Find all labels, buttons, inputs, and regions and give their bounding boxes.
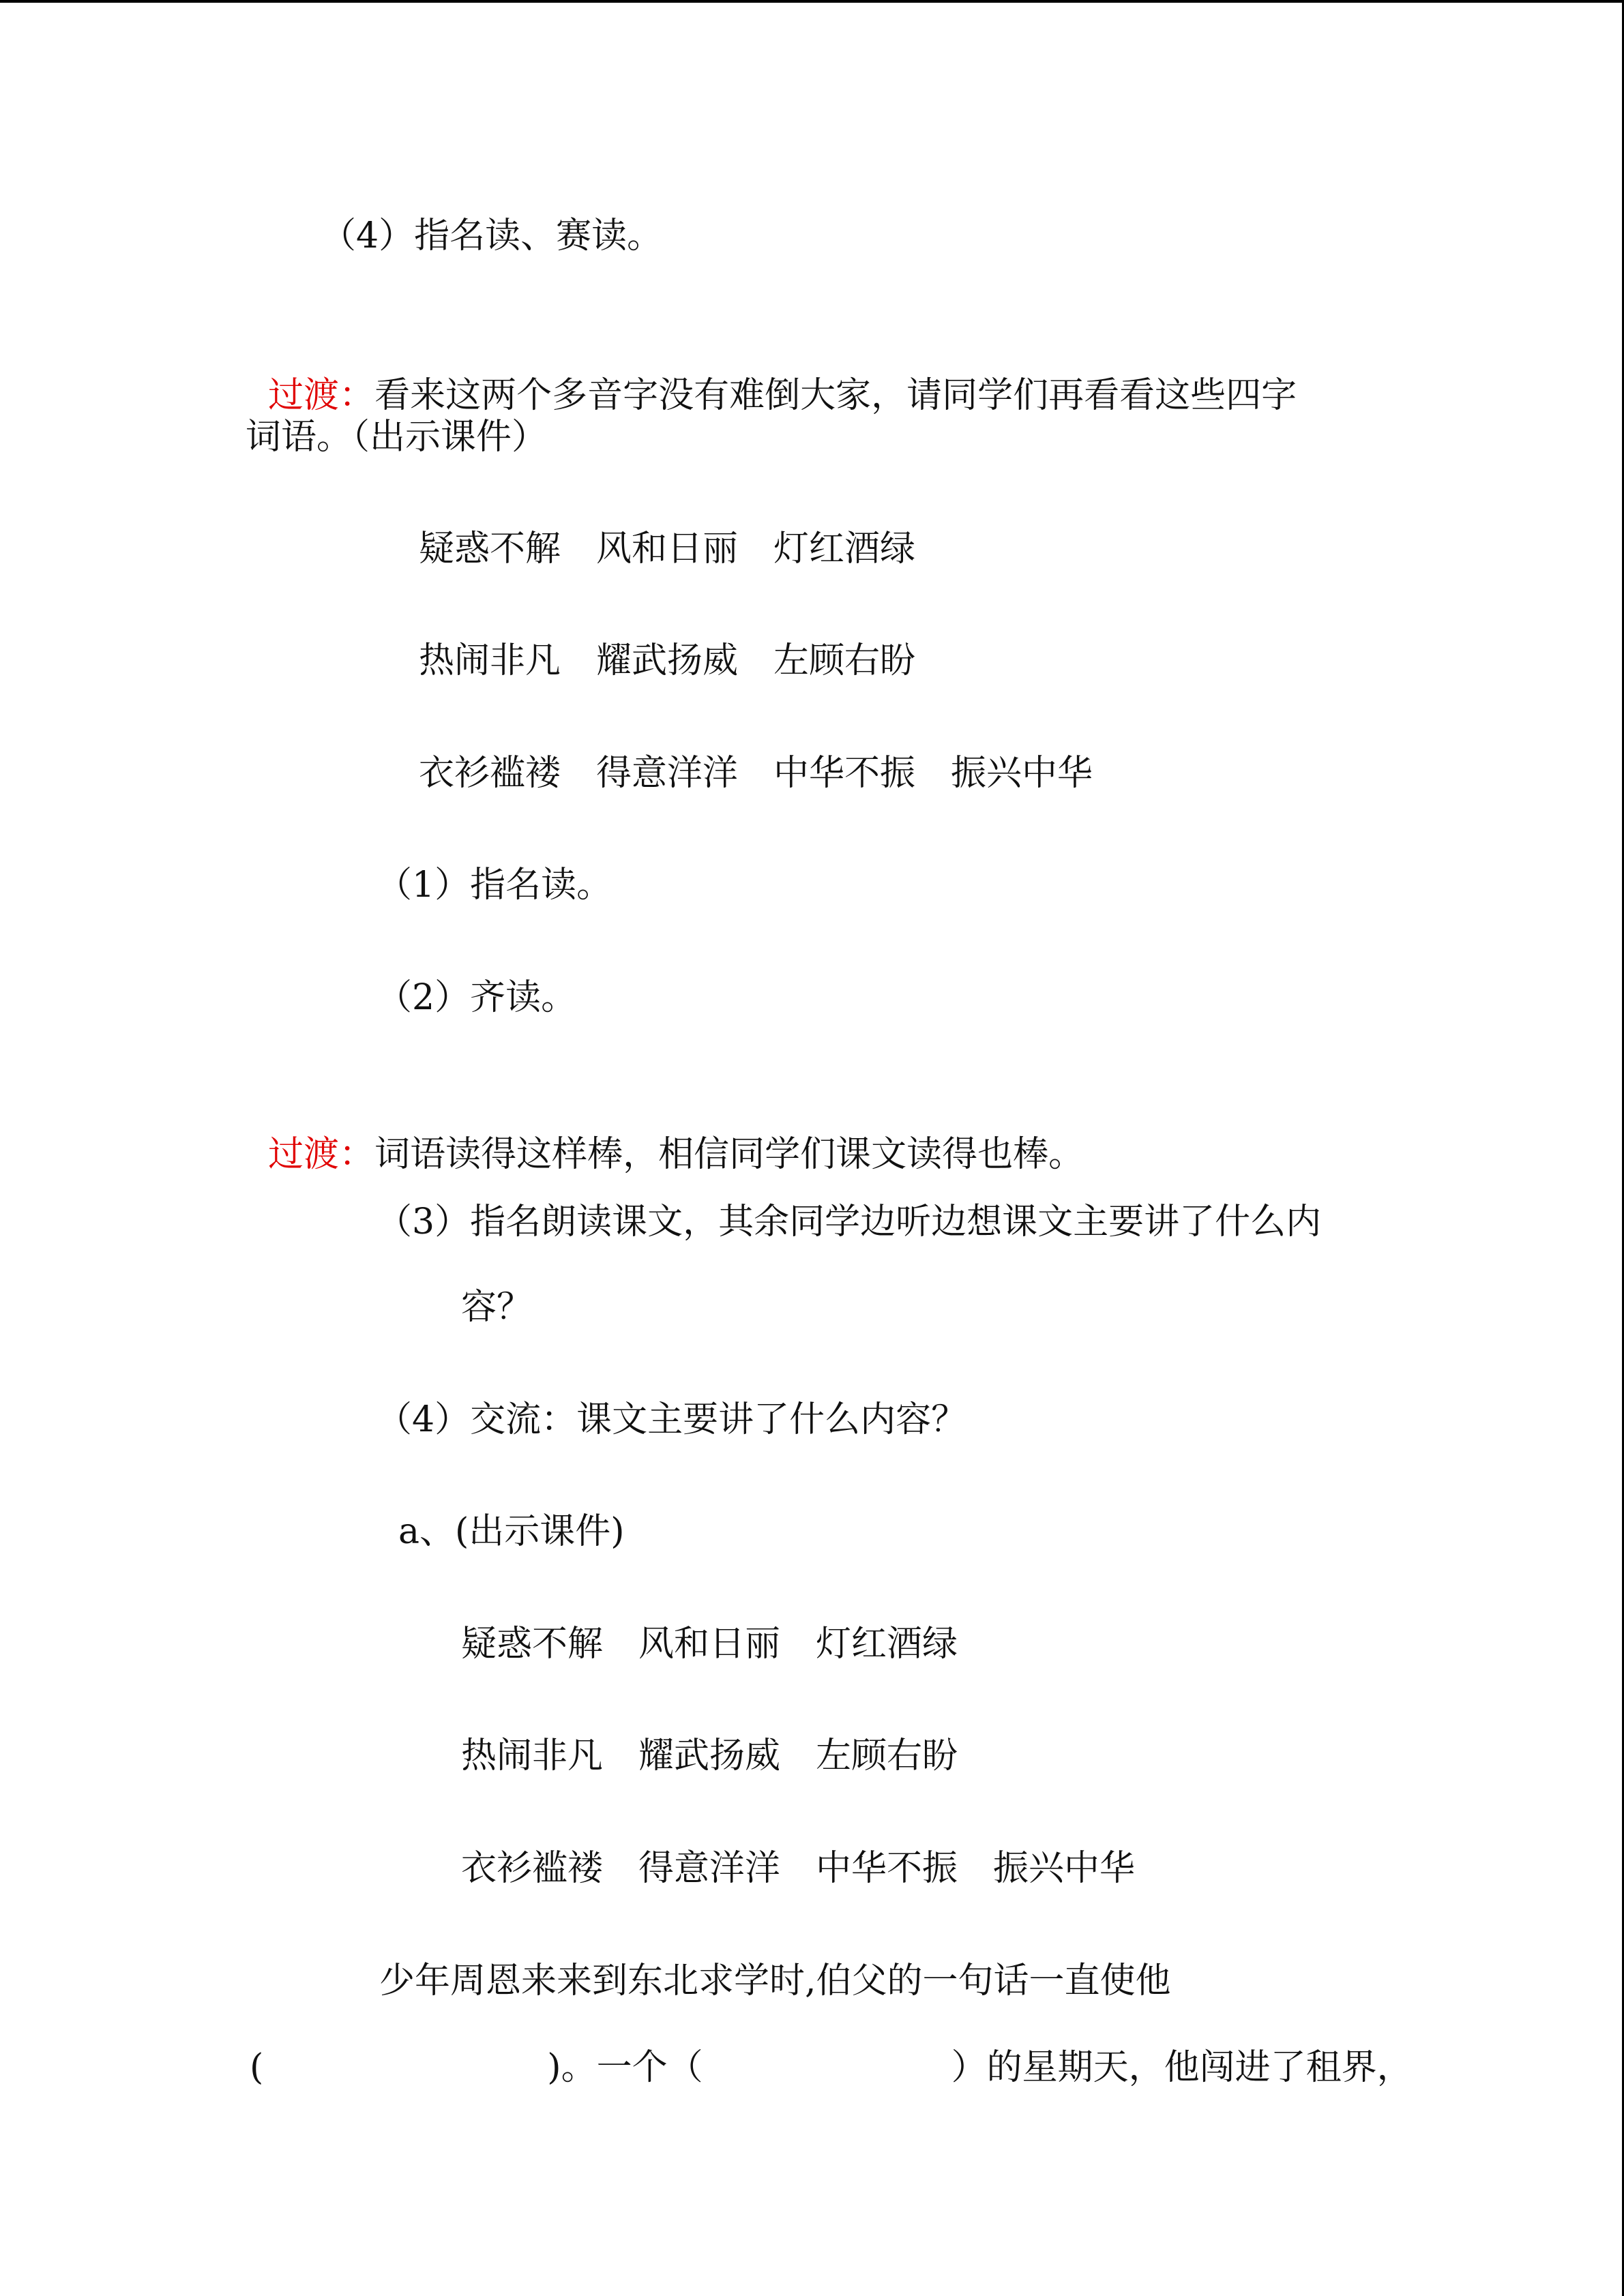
word-row-3: 衣衫褴褛 得意洋洋 中华不振 振兴中华 <box>419 753 1093 794</box>
word-row-5: 热闹非凡 耀武扬威 左顾右盼 <box>461 1735 958 1776</box>
fill-blank-line-2: ( )。一个（ ）的星期天，他闯进了租界， <box>250 2047 1413 2088</box>
transition-1-continuation: 词语。（出示课件） <box>246 417 548 458</box>
transition-label: 过渡： <box>268 375 375 416</box>
step-4: （4）交流：课文主要讲了什么内容？ <box>377 1399 967 1440</box>
transition-2-text: 词语读得这样棒，相信同学们课文读得也棒。 <box>374 1134 1084 1175</box>
step-3-continuation: 容？ <box>461 1287 533 1328</box>
step-1: （1）指名读。 <box>377 865 612 906</box>
fill-blank-line-1: 少年周恩来来到东北求学时,伯父的一句话一直使他 <box>379 1960 1171 2001</box>
word-row-1: 疑惑不解 风和日丽 灯红酒绿 <box>419 528 916 569</box>
word-row-2: 热闹非凡 耀武扬威 左顾右盼 <box>419 640 916 681</box>
step-2: （2）齐读。 <box>377 977 577 1018</box>
transition-1-text: 看来这两个多音字没有难倒大家，请同学们再看看这些四字 <box>374 375 1297 416</box>
transition-paragraph-2 <box>246 1089 1084 1176</box>
transition-paragraph-1 <box>246 330 1297 417</box>
transition-label: 过渡： <box>268 1134 375 1175</box>
word-row-4: 疑惑不解 风和日丽 灯红酒绿 <box>461 1624 958 1665</box>
step-4-heading: （4）指名读、赛读。 <box>321 215 663 256</box>
step-3: （3）指名朗读课文，其余同学边听边想课文主要讲了什么内 <box>377 1202 1322 1242</box>
item-a: a、(出示课件) <box>398 1511 625 1552</box>
word-row-6: 衣衫褴褛 得意洋洋 中华不振 振兴中华 <box>461 1848 1136 1889</box>
